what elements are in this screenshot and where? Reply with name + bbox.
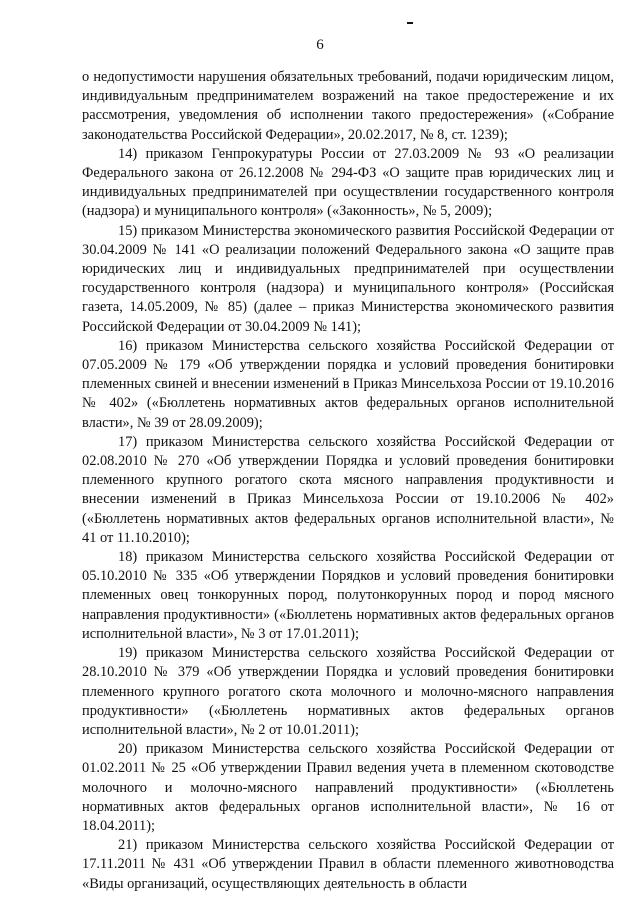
paragraph-item-18: 18) приказом Министерства сельского хозяйства Российской Федерации от 05.10.2010 № 335 «Об утверждении Порядков и условий проведения бонитировки племенных овец тонкорунных пород, полутонкорунных пород и пород мясного направления продуктивности» («Бюллетень нормативных актов федеральных органов исполнительной власти», № 3 от 17.01.2011); [82, 549, 614, 642]
paragraph-item-21: 21) приказом Министерства сельского хозяйства Российской Федерации от 17.11.2011 № 431 «Об утверждении Правил в области племенного животноводства «Виды организаций, осуществляющих деятельность в области [82, 837, 614, 892]
page-mark [407, 22, 413, 24]
paragraph-continuation: о недопустимости нарушения обязательных требований, подачи юридическим лицом, индивидуальным предпринимателем возражений на такое предостережение и их рассмотрения, уведомления об исполнении такого предостережения» («Собрание законодательства Российской Федерации», 20.02.2017, № 8, ст. 1239); [82, 69, 614, 143]
paragraph-item-17: 17) приказом Министерства сельского хозяйства Российской Федерации от 02.08.2010 № 270 «Об утверждении Порядка и условий проведения бонитировки племенного крупного рогатого скота мясного направления продуктивности и внесении изменений в Приказ Минсельхоза России от 19.10.2006 № 402» («Бюллетень нормативных актов федеральных органов исполнительной власти», № 41 от 11.10.2010); [82, 433, 614, 546]
paragraph-item-20: 20) приказом Министерства сельского хозяйства Российской Федерации от 01.02.2011 № 25 «Об утверждении Правил ведения учета в племенном скотоводстве молочного и молочно-мясного направлений продуктивности» («Бюллетень нормативных актов федеральных органов исполнительной власти», № 16 от 18.04.2011); [82, 741, 614, 834]
document-body [82, 68, 614, 894]
paragraph-item-16: 16) приказом Министерства сельского хозяйства Российской Федерации от 07.05.2009 № 179 «Об утверждении порядка и условий проведения бонитировки племенных свиней и внесении изменений в Приказ Минсельхоза России от 19.10.2016 № 402» («Бюллетень нормативных актов федеральных органов исполнительной власти», № 39 от 28.09.2009); [82, 337, 614, 431]
paragraph-item-19: 19) приказом Министерства сельского хозяйства Российской Федерации от 28.10.2010 № 379 «Об утверждении Порядка и условий проведения бонитировки племенного крупного рогатого скота молочного и молочно-мясного направления продуктивности» («Бюллетень нормативных актов федеральных органов исполнительной власти», № 2 от 10.01.2011); [82, 645, 614, 738]
paragraph-item-14: 14) приказом Генпрокуратуры России от 27.03.2009 № 93 «О реализации Федерального закона от 26.12.2008 № 294-ФЗ «О защите прав юридических лиц и индивидуальных предпринимателей при осуществлении государственного контроля (надзора) и муниципального контроля» («Законность», № 5, 2009); [82, 145, 614, 220]
paragraph-item-15: 15) приказом Министерства экономического развития Российской Федерации от 30.04.2009 № 141 «О реализации положений Федерального закона «О защите прав юридических лиц и индивидуальных предпринимателей при осуществлении государственного контроля (надзора) и муниципального контроля» (Российская газета, 14.05.2009, № 85) (далее – приказ Министерства экономического развития Российской Федерации от 30.04.2009 № 141); [82, 222, 614, 335]
page-number: 6 [316, 37, 324, 53]
